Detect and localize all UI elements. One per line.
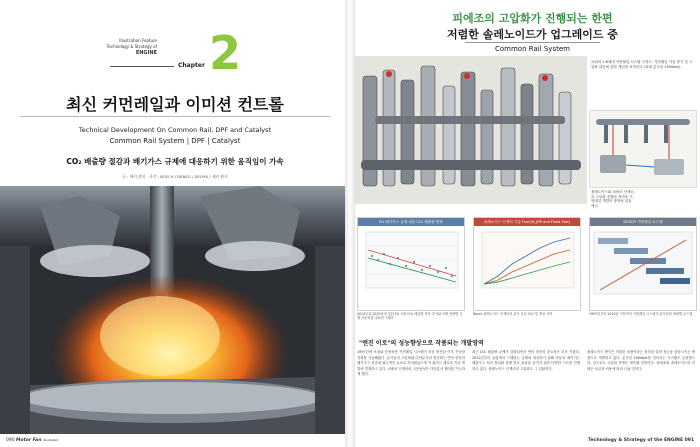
photo-caption: 솔레노이드와 피에조 인젝터의 고압화 경쟁과 저비용 커먼레일 개발의 방향성 실물 예시 xyxy=(591,190,634,208)
chart-co2 xyxy=(357,217,465,311)
right-page xyxy=(355,0,700,447)
left-page xyxy=(0,0,345,447)
series-line-3: ENGINE xyxy=(135,50,157,56)
combustion-illustration xyxy=(0,186,345,434)
section-headline: 저렴한 솔레노이드가 업그레이드 중 xyxy=(447,28,618,41)
body-column-2: 최근 CO₂ 배출량 규제가 강화되면서 연비 개선의 중요성은 더욱 커졌다. 2012년부터 유럽에서 시행되는 규제에 대응하기 위해 자동차 메이커는 배출가스 처리 장치와 함께 연소 효율을 높이기 위한 다양한 시도를 진행하고 있다. 솔레노이드 인젝터의 고압화도 그 일환이다. xyxy=(472,350,580,371)
injectors-illustration xyxy=(355,56,587,204)
chart-roadmap-caption: 1997년부터 2010년 이후까지 커먼레일 시스템의 분사압과 세대별 로드맵 xyxy=(589,312,693,316)
injector-parts-photo xyxy=(355,56,587,204)
common-rail-diagram xyxy=(590,111,696,187)
series-label xyxy=(107,38,157,56)
chapter-label: Chapter xyxy=(178,62,205,69)
hero-engine-image xyxy=(0,186,345,434)
magazine-name-small: illustrated xyxy=(42,438,59,442)
chart-roadmap-plot xyxy=(590,226,696,310)
chart-co2-title: EU 배기가스 규제 대응 CO₂ 배출량 변화 xyxy=(358,218,464,226)
chart-injector xyxy=(473,217,581,311)
chart-roadmap-title: BOSCH 커먼레일 로드맵 xyxy=(590,218,696,226)
series-rule xyxy=(110,66,174,67)
series-line-2: Technology & Strategy of xyxy=(106,44,157,49)
page-title: 최신 커먼레일과 이미션 컨트롤 xyxy=(66,95,284,114)
system-diagram xyxy=(589,110,697,188)
left-footer xyxy=(6,438,58,443)
page-number-left: 090 xyxy=(6,438,15,443)
deck-text: CO₂ 배출량 절감과 배기가스 규제에 대응하기 위한 움직임이 가속 xyxy=(66,157,284,166)
byline: 글 : 세키 켄지 · 사진 : BOSCH / DENSO / DELPHI / 세키 켄지 xyxy=(122,174,228,179)
chart-injector-plot xyxy=(474,226,580,310)
english-subtitle: Common Rail System | DPF | Catalyst xyxy=(109,137,241,145)
page-number-right: 091 xyxy=(684,438,694,443)
headline-rule xyxy=(465,42,600,43)
footer-title: Technology & Strategy of the ENGINE xyxy=(588,438,684,443)
body-column-1: 1997년에 보쉬와 승용차용 커먼레일 시스템이 처음 양산된 이후 꾸준한 진화를 거듭해왔다. 분사압의 고압화와 다단분사의 정밀화는 연비 향상과 배기가스 저감에 필수적인 요소로 자리잡았으며 각 회사는 새로운 기술 개발에 경쟁하고 있다. 피에조 인젝터의 고응답성은 다단분사 제어를 가능하게 했다. xyxy=(357,350,465,377)
right-footer xyxy=(588,438,694,443)
body-column-3: 솔레노이드 방식은 저렴한 비용이라는 장점을 살려 성능을 향상시키는 방향으로 개발되고 있다. 분사압 2000bar를 넘어서는 시스템도 등장했으며, 앞으로도 고압화 경쟁은 계속될 전망이다. 피에조와 솔레노이드의 선택은 차급과 비용에 따라 나뉠 것이다. xyxy=(587,350,695,371)
section-tag: Common Rail System xyxy=(495,45,570,53)
chart-co2-plot xyxy=(358,226,464,310)
section-subtitle: "엔진 이로"의 성능향상으로 작품되는 개발영역 xyxy=(359,340,484,347)
chart-injector-caption: Bosch 솔레노이드 인젝터의 분사 특성 비교 및 개선 사양 xyxy=(473,312,553,316)
page-gutter xyxy=(345,0,355,447)
magazine-name: Motor Fan xyxy=(16,438,42,443)
chart-roadmap xyxy=(589,217,697,311)
section-kicker: 피에조의 고압화가 진행되는 한편 xyxy=(452,12,613,25)
series-line-1: Illustration Feature xyxy=(119,38,157,43)
chapter-number: 2 xyxy=(209,26,242,80)
chart-co2-caption: 2010년과 2020년에 걸친 EU 시장 CO₂ 배출량 목표 추이와 차량 중량별 규제 기준치를 나타낸 그래프 xyxy=(357,312,463,321)
title-divider xyxy=(20,116,330,117)
english-title: Technical Development On Common Rail, DPF and Catalyst xyxy=(78,126,272,134)
diagram-caption: 보쉬의 1.8세대 커먼레일 시스템 구성도. 커먼레일 가압 방식 및 고압화 대응에 관한 개념을 보여준다 (최대 분사압 2000bar) xyxy=(591,60,693,69)
chart-injector-title: 솔레노이드 인젝터 기술 Fuel(Hi_JPB and Fixed Stat) xyxy=(474,218,580,226)
